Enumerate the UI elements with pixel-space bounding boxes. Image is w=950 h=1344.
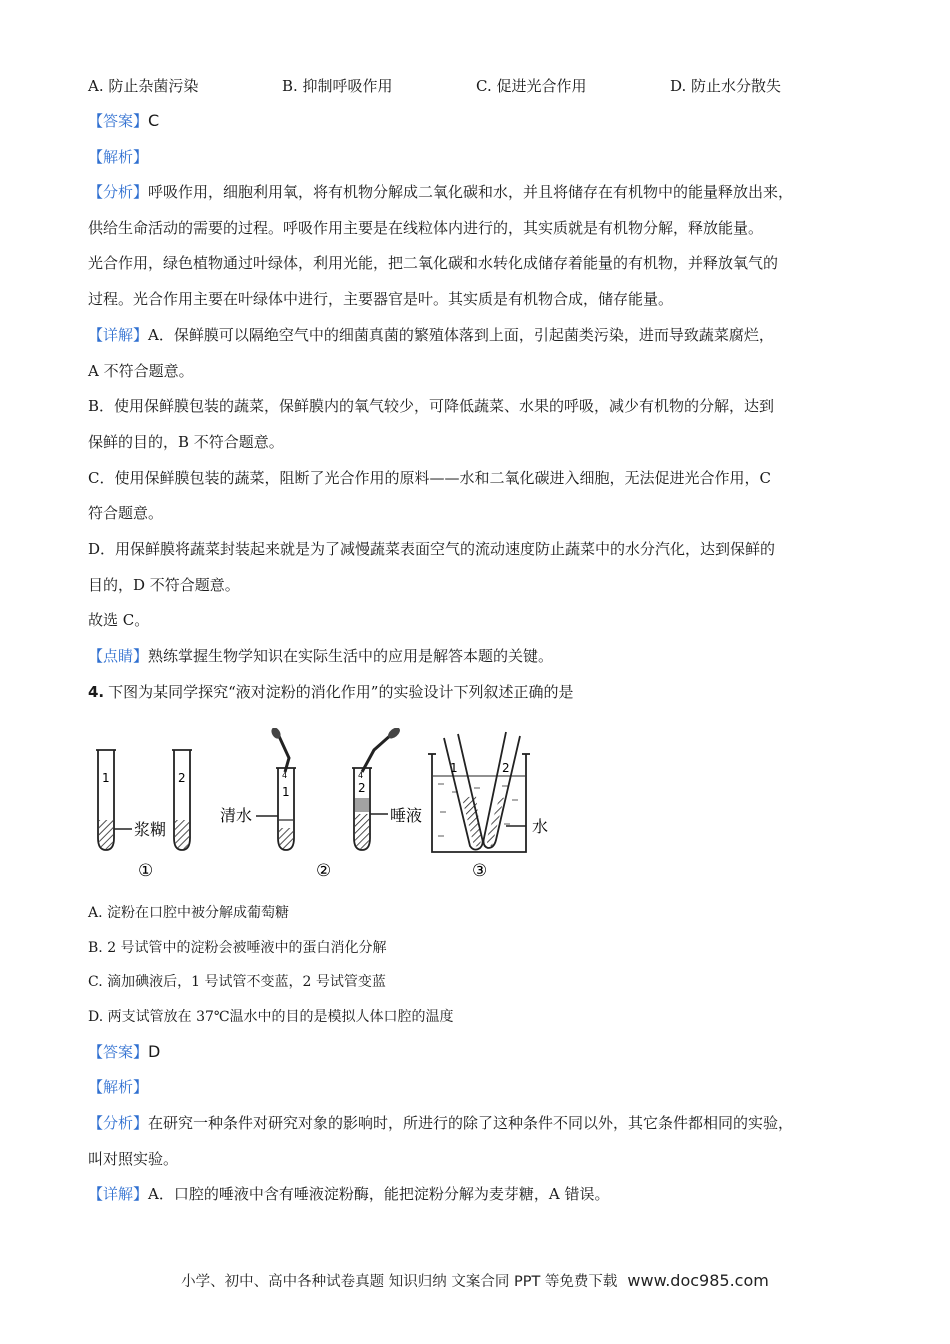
label-paste: 浆糊 bbox=[134, 820, 167, 839]
tube-label: 2 bbox=[178, 771, 186, 785]
tube-label: 1 bbox=[102, 771, 110, 785]
tube-2-group2 bbox=[352, 768, 372, 850]
tube-1-group1 bbox=[96, 750, 116, 850]
q3-option-b: B. 抑制呼吸作用 bbox=[282, 77, 393, 95]
tube-label: 1 bbox=[282, 785, 290, 799]
step-3: ③ bbox=[472, 861, 488, 881]
q4-stem-text: 下图为某同学探究“液对淀粉的消化作用”的实验设计下列叙述正确的是 bbox=[108, 683, 574, 701]
q3-fenxi-line2: 供给生命活动的需要的过程。呼吸作用主要是在线粒体内进行的，其实质就是有机物分解，释放能量。 bbox=[88, 219, 764, 237]
q3-choose: 故选 C。 bbox=[88, 611, 150, 629]
answer-tag: 【答案】 bbox=[88, 112, 149, 130]
q4-fenxi-line2: 叫对照实验。 bbox=[88, 1150, 179, 1168]
footer bbox=[0, 1270, 950, 1291]
q4-number: 4. bbox=[88, 683, 105, 701]
q3-option-d: D. 防止水分散失 bbox=[670, 77, 782, 95]
tube-label-small: 4 bbox=[282, 771, 288, 780]
tube-label: 2 bbox=[502, 761, 510, 775]
tube-label: 1 bbox=[450, 761, 458, 775]
q3-detail-c2: 符合题意。 bbox=[88, 504, 164, 522]
footer-text: 小学、初中、高中各种试卷真题 知识归纳 文案合同 PPT 等免费下载 bbox=[181, 1274, 618, 1290]
q3-fenxi-line4: 过程。光合作用主要在叶绿体中进行，主要器官是叶。其实质是有机物合成，储存能量。 bbox=[88, 290, 674, 308]
detail-text: A．保鲜膜可以隔绝空气中的细菌真菌的繁殖体落到上面，引起菌类污染，进而导致蔬菜腐烂， bbox=[148, 326, 774, 344]
q3-detail-b1: B．使用保鲜膜包装的蔬菜，保鲜膜内的氧气较少，可降低蔬菜、水果的呼吸，减少有机物的分解，达到 bbox=[88, 397, 775, 415]
footer-url[interactable]: www.doc985.com bbox=[627, 1271, 769, 1290]
fenxi-text: 在研究一种条件对研究对象的影响时，所进行的除了这种条件不同以外，其它条件都相同的实验， bbox=[148, 1114, 794, 1132]
answer-tag: 【答案】 bbox=[88, 1043, 149, 1061]
q3-analysis-tag: 【解析】 bbox=[88, 148, 149, 166]
q3-option-c: C. 促进光合作用 bbox=[476, 77, 587, 95]
fenxi-text: 呼吸作用，细胞利用氧，将有机物分解成二氧化碳和水，并且将储存在有机物中的能量释放出来， bbox=[148, 183, 794, 201]
answer-value: D bbox=[148, 1042, 161, 1061]
beaker bbox=[428, 732, 530, 852]
q4-fenxi-line1 bbox=[88, 1113, 793, 1133]
q3-fenxi-line3: 光合作用，绿色植物通过叶绿体，利用光能，把二氧化碳和水转化成储存着能量的有机物，并释放氧气的 bbox=[88, 254, 779, 272]
q4-analysis-tag: 【解析】 bbox=[88, 1078, 149, 1096]
tube-2-group1 bbox=[172, 750, 192, 850]
step-1: ① bbox=[138, 861, 154, 881]
q4-stem bbox=[88, 682, 573, 702]
q3-option-a: A. 防止杂菌污染 bbox=[88, 77, 199, 95]
q3-answer bbox=[88, 111, 159, 131]
q4-option-d: D. 两支试管放在 37℃温水中的目的是模拟人体口腔的温度 bbox=[88, 1009, 454, 1025]
q3-detail-b2: 保鲜的目的，B 不符合题意。 bbox=[88, 433, 284, 451]
detail-tag: 【详解】 bbox=[88, 326, 149, 344]
tube-1-group2 bbox=[276, 768, 296, 850]
label-water-bath: 水 bbox=[532, 817, 549, 836]
q3-dianjing bbox=[88, 646, 553, 666]
q4-detail-a bbox=[88, 1184, 609, 1204]
dianjing-tag: 【点睛】 bbox=[88, 647, 149, 665]
q3-detail-d1: D．用保鲜膜将蔬菜封装起来就是为了减慢蔬菜表面空气的流动速度防止蔬菜中的水分汽化，达到保鲜的 bbox=[88, 540, 776, 558]
detail-text: A．口腔的唾液中含有唾液淀粉酶，能把淀粉分解为麦芽糖，A 错误。 bbox=[148, 1185, 610, 1203]
q3-fenxi-line1 bbox=[88, 182, 793, 202]
step-2: ② bbox=[316, 861, 332, 881]
experiment-figure bbox=[92, 728, 562, 883]
q4-option-b: B. 2 号试管中的淀粉会被唾液中的蛋白消化分解 bbox=[88, 940, 387, 956]
dropper-1 bbox=[270, 728, 289, 772]
detail-tag: 【详解】 bbox=[88, 1185, 149, 1203]
q3-detail-d2: 目的，D 不符合题意。 bbox=[88, 576, 240, 594]
fenxi-tag: 【分析】 bbox=[88, 1114, 149, 1132]
fenxi-tag: 【分析】 bbox=[88, 183, 149, 201]
dropper-2 bbox=[362, 728, 402, 772]
label-water: 清水 bbox=[220, 806, 253, 825]
q3-detail-c1: C．使用保鲜膜包装的蔬菜，阻断了光合作用的原料——水和二氧化碳进入细胞，无法促进光合作用，C bbox=[88, 469, 771, 487]
tube-label: 2 bbox=[358, 781, 366, 795]
q3-detail-a2: A 不符合题意。 bbox=[88, 362, 194, 380]
tube-label-small: 4 bbox=[358, 771, 364, 780]
label-saliva: 唾液 bbox=[390, 806, 423, 825]
q3-detail-a1 bbox=[88, 325, 774, 345]
q4-option-c: C. 滴加碘液后，1 号试管不变蓝，2 号试管变蓝 bbox=[88, 974, 386, 990]
dianjing-text: 熟练掌握生物学知识在实际生活中的应用是解答本题的关键。 bbox=[148, 647, 554, 665]
q4-option-a: A. 淀粉在口腔中被分解成葡萄糖 bbox=[88, 905, 290, 921]
answer-value: C bbox=[148, 111, 160, 130]
q4-answer bbox=[88, 1042, 160, 1062]
